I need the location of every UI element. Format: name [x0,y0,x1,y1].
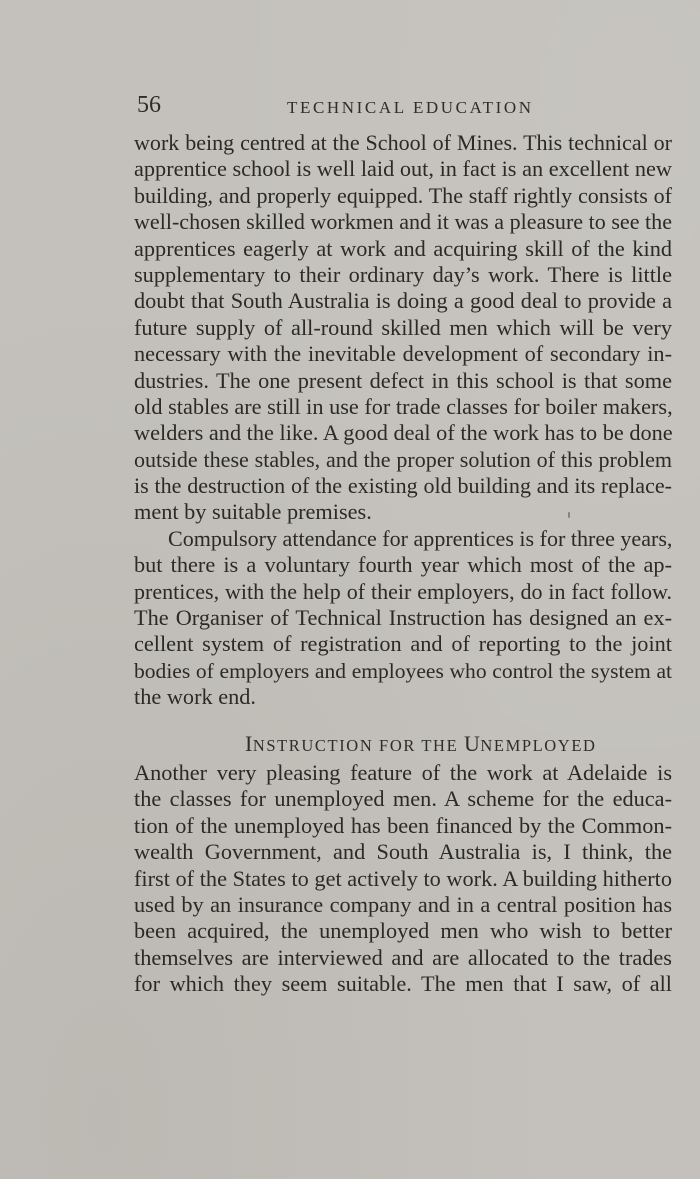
text-line: outside these stables, and the proper solution of this problem [134,446,672,472]
text-line: well-chosen skilled workmen and it was a pleasure to see the [134,209,672,235]
text-line: doubt that South Australia is doing a good deal to provide a [134,288,672,314]
text-line: used by an insurance company and in a central position has [134,891,672,917]
text-line: is the destruction of the existing old building and its replace- [134,473,672,499]
text-line: Another very pleasing feature of the work at Adelaide is [134,760,672,785]
text-line: but there is a voluntary fourth year which most of the ap- [134,552,672,578]
heading-text: NEMPLOYED [480,736,597,755]
section-text [134,760,672,998]
text-line: work being centred at the School of Mines. This technical or [134,130,672,155]
text-line: Compulsory attendance for apprentices is for three years, [168,525,673,551]
running-title: TECHNICAL EDUCATION [287,98,534,117]
page-header [137,92,671,122]
paper-speck [568,512,570,518]
text-line: welders and the like. A good deal of the work has to be done [134,420,673,446]
page-number: 56 [137,92,161,118]
text-line: The Organiser of Technical Instruction has designed an ex- [134,605,672,631]
text-line: first of the States to get actively to work. A building hitherto [134,865,672,891]
text-line: for which they seem suitable. The men that I saw, of all [134,971,672,997]
section-heading [245,731,597,757]
text-line: the work end. [134,684,256,710]
text-line: dustries. The one present defect in this school is that some [134,367,672,393]
text-line: tion of the unemployed has been financed by the Common- [134,812,672,838]
heading-text: NSTRUCTION FOR THE [252,736,464,755]
text-line: apprentices eagerly at work and acquiring skill of the kind [134,235,672,261]
text-line: apprentice school is well laid out, in fact is an excellent new [134,156,672,182]
main-text [134,130,672,711]
text-line: been acquired, the unemployed men who wish to better [134,918,672,944]
text-line: supplementary to their ordinary day’s work. There is little [134,261,672,287]
text-line: bodies of employers and employees who control the system at [134,658,672,683]
text-line: cellent system of registration and of reporting to the joint [134,631,672,657]
text-line: the classes for unemployed men. A scheme for the educa- [134,786,672,812]
paragraph [134,130,672,526]
paragraph [134,526,672,711]
text-line: wealth Government, and South Australia is, I think, the [134,839,672,865]
heading-initial: I [245,731,253,756]
text-line: prentices, with the help of their employers, do in fact follow. [134,578,672,604]
text-line: ment by suitable premises. [134,499,372,525]
heading-initial: U [463,731,481,756]
text-line: building, and properly equipped. The staff rightly consists of [134,182,672,208]
text-line: necessary with the inevitable development of secondary in- [134,341,672,367]
text-line: themselves are interviewed and are allocated to the trades [134,944,672,970]
text-line: future supply of all-round skilled men which will be very [134,314,672,340]
text-line: old stables are still in use for trade classes for boiler makers, [134,393,673,419]
